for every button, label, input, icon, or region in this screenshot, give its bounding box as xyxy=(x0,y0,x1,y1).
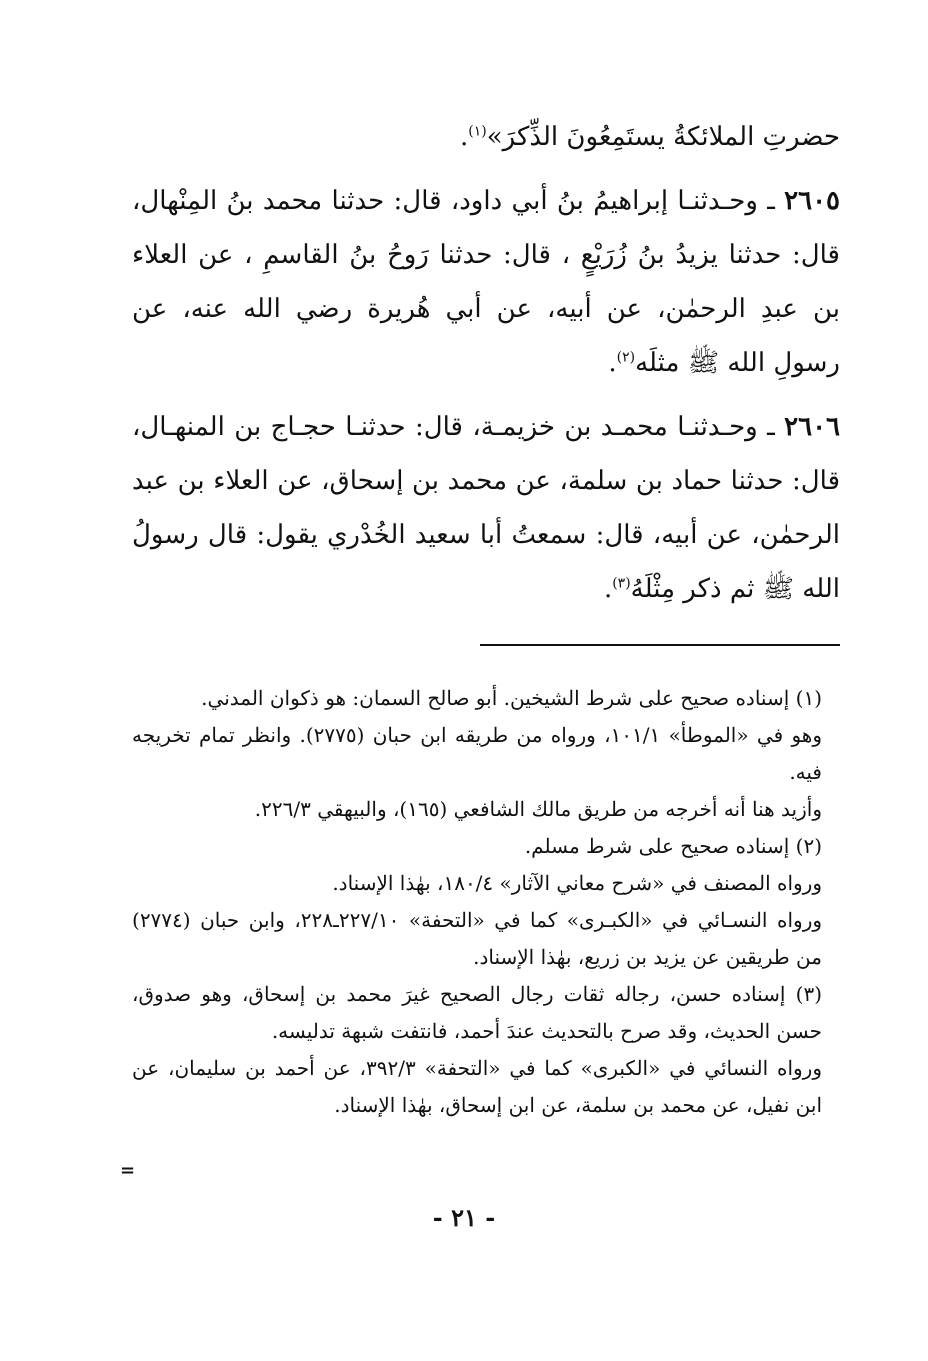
hadith-end-2606: . xyxy=(603,574,613,604)
footnote-ref-3: (٣) xyxy=(612,575,631,592)
hadith-2605 xyxy=(132,174,840,390)
hadith-text-2605: ـ وحـدثنـا إبراهيمُ بنُ أبي داود، قال: حدثنا محمد بنُ المِنْهال، قال: حدثنا يزيدُ بنُ زُرَيْعٍ ، قال: حدثنا رَوحُ بنُ القاسمِ ، عن العلاء بن عبدِ الرحمٰن، عن أبيه، عن أبي هُريرة رضي الله عنه، عن رسولِ الله ﷺ مثلَه xyxy=(132,186,840,378)
intro-end: . xyxy=(460,122,469,152)
footnote-1a: (١) إسناده صحيح على شرط الشيخين. أبو صالح السمان: هو ذكوان المدني. xyxy=(201,686,822,710)
hadith-2606 xyxy=(132,400,840,616)
page-number: - ٢١ - xyxy=(432,1203,496,1232)
footnote-3b: ورواه النسائي في «الكبرى» كما في «التحفة» ٣٩٢/٣، عن أحمد بن سليمان، عن ابن نفيل، عن محمد بن سلمة، عن ابن إسحاق، بهٰذا الإسناد. xyxy=(132,1056,822,1117)
continuation-mark: = xyxy=(120,1160,136,1181)
main-text xyxy=(132,110,840,616)
page-content xyxy=(132,110,840,1124)
footnote-1b: وهو في «الموطأ» ١٠١/١، ورواه من طريقه ابن حبان (٢٧٧٥). وانظر تمام تخريجه فيه. xyxy=(132,723,822,784)
hadith-number-2606: ٢٦٠٦ xyxy=(784,412,840,442)
footnote-ref-2: (٢) xyxy=(616,349,636,366)
hadith-end-2605: . xyxy=(608,348,617,378)
footnote-separator xyxy=(480,644,840,646)
footnote-2a: (٢) إسناده صحيح على شرط مسلم. xyxy=(524,834,822,858)
intro-paragraph xyxy=(132,110,840,164)
footnote-1c: وأزيد هنا أنه أخرجه من طريق مالك الشافعي (١٦٥)، والبيهقي ٢٢٦/٣. xyxy=(254,797,822,821)
footnote-ref-1: (١) xyxy=(468,123,487,140)
hadith-text-2606: ـ وحـدثنـا محمـد بن خزيمـة، قال: حدثنـا حجـاج بن المنهـال، قال: حدثنا حماد بن سلمة، عن محمد بن إسحاق، عن العلاء بن عبد الرحمٰن، عن أبيه، قال: سمعتُ أبا سعيد الخُدْري يقول: قال رسولُ الله ﷺ ثم ذكر مِثْلَهُ xyxy=(132,412,840,604)
footnotes xyxy=(132,680,840,1124)
footnote-separator-wrap xyxy=(132,626,840,666)
hadith-number-2605: ٢٦٠٥ xyxy=(784,186,840,216)
footnote-2b: ورواه المصنف في «شرح معاني الآثار» ١٨٠/٤، بهٰذا الإسناد. xyxy=(332,871,822,895)
footnote-2c: ورواه النسـائي في «الكبـرى» كما في «التحفة» ٢٢٧/١٠ـ٢٢٨، وابن حبان (٢٧٧٤) من طريقين عن يزيد بن زريع، بهٰذا الإسناد. xyxy=(132,908,823,969)
intro-text: حضرتِ الملائكةُ يستَمِعُونَ الذِّكرَ» xyxy=(486,122,840,152)
footnote-3a: (٣) إسناده حسن، رجاله ثقات رجال الصحيح غيرَ محمد بن إسحاق، وهو صدوق، حسن الحديث، وقد صرح بالتحديث عندَ أحمد، فانتفت شبهة تدليسه. xyxy=(132,982,822,1043)
